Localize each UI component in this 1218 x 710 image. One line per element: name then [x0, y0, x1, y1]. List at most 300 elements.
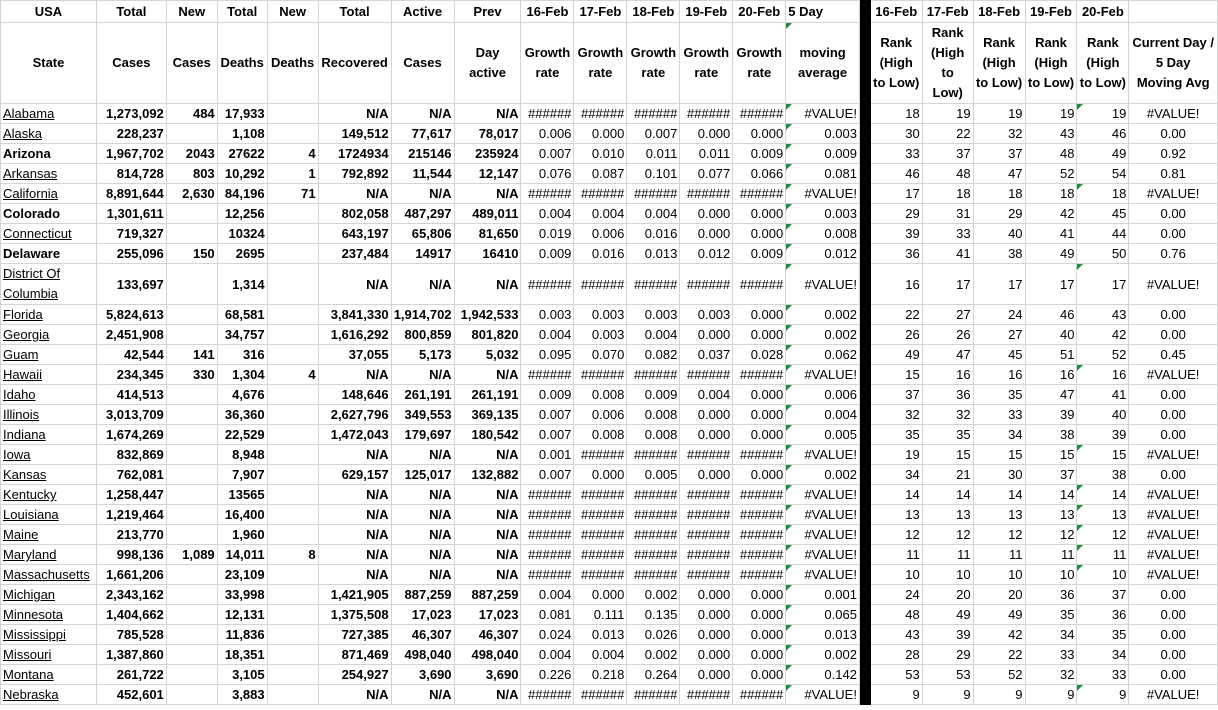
- state-name-cell[interactable]: Missouri: [1, 645, 97, 665]
- data-cell[interactable]: 0.00: [1129, 665, 1218, 685]
- data-cell[interactable]: 228,237: [96, 124, 166, 144]
- data-cell[interactable]: 11: [1077, 545, 1129, 565]
- data-cell[interactable]: 32: [1025, 665, 1077, 685]
- data-cell[interactable]: 19: [870, 445, 922, 465]
- data-cell[interactable]: 0.004: [521, 585, 574, 605]
- data-cell[interactable]: 0.00: [1129, 385, 1218, 405]
- data-cell[interactable]: 0.000: [733, 465, 786, 485]
- data-cell[interactable]: 49: [922, 605, 973, 625]
- data-cell[interactable]: 0.016: [627, 224, 680, 244]
- state-name-cell[interactable]: Connecticut: [1, 224, 97, 244]
- data-cell[interactable]: ######: [574, 545, 627, 565]
- data-cell[interactable]: [267, 264, 318, 305]
- data-cell[interactable]: 40: [1025, 325, 1077, 345]
- data-cell[interactable]: ######: [574, 264, 627, 305]
- data-cell[interactable]: 801,820: [454, 325, 521, 345]
- data-cell[interactable]: 2043: [166, 144, 217, 164]
- data-cell[interactable]: [166, 645, 217, 665]
- data-cell[interactable]: 0.011: [627, 144, 680, 164]
- data-cell[interactable]: 34: [870, 465, 922, 485]
- data-cell[interactable]: 12: [1077, 525, 1129, 545]
- data-cell[interactable]: #VALUE!: [786, 685, 860, 705]
- data-cell[interactable]: 1,301,611: [96, 204, 166, 224]
- data-cell[interactable]: 21: [922, 465, 973, 485]
- data-cell[interactable]: 12,147: [454, 164, 521, 184]
- data-cell[interactable]: 3,841,330: [318, 305, 391, 325]
- data-cell[interactable]: 42: [973, 625, 1025, 645]
- data-cell[interactable]: 0.008: [574, 385, 627, 405]
- header-cell[interactable]: 20-Feb: [733, 1, 786, 23]
- data-cell[interactable]: 15: [870, 365, 922, 385]
- data-cell[interactable]: 0.007: [521, 425, 574, 445]
- data-cell[interactable]: 29: [870, 204, 922, 224]
- data-cell[interactable]: 452,601: [96, 685, 166, 705]
- data-cell[interactable]: N/A: [318, 545, 391, 565]
- header-cell[interactable]: [1129, 1, 1218, 23]
- data-cell[interactable]: N/A: [391, 525, 454, 545]
- data-cell[interactable]: ######: [680, 545, 733, 565]
- state-name-cell[interactable]: Guam: [1, 345, 97, 365]
- data-cell[interactable]: 0.00: [1129, 224, 1218, 244]
- data-cell[interactable]: 0.000: [733, 305, 786, 325]
- data-cell[interactable]: 41: [1025, 224, 1077, 244]
- data-cell[interactable]: #VALUE!: [1129, 505, 1218, 525]
- data-cell[interactable]: 0.004: [786, 405, 860, 425]
- data-cell[interactable]: 17: [973, 264, 1025, 305]
- data-cell[interactable]: 1724934: [318, 144, 391, 164]
- data-cell[interactable]: 0.009: [627, 385, 680, 405]
- data-cell[interactable]: 132,882: [454, 465, 521, 485]
- data-cell[interactable]: 26: [922, 325, 973, 345]
- data-cell[interactable]: ######: [733, 485, 786, 505]
- data-cell[interactable]: 17: [870, 184, 922, 204]
- data-cell[interactable]: ######: [574, 445, 627, 465]
- state-name-cell[interactable]: Alabama: [1, 104, 97, 124]
- data-cell[interactable]: 13: [1025, 505, 1077, 525]
- data-cell[interactable]: 1,314: [217, 264, 267, 305]
- data-cell[interactable]: #VALUE!: [786, 104, 860, 124]
- data-cell[interactable]: 832,869: [96, 445, 166, 465]
- data-cell[interactable]: 0.001: [786, 585, 860, 605]
- state-name-cell[interactable]: Florida: [1, 305, 97, 325]
- data-cell[interactable]: 487,297: [391, 204, 454, 224]
- header-cell[interactable]: Growth rate: [574, 23, 627, 104]
- data-cell[interactable]: 0.082: [627, 345, 680, 365]
- data-cell[interactable]: 237,484: [318, 244, 391, 264]
- data-cell[interactable]: 0.004: [627, 325, 680, 345]
- data-cell[interactable]: ######: [521, 104, 574, 124]
- data-cell[interactable]: ######: [627, 184, 680, 204]
- data-cell[interactable]: 785,528: [96, 625, 166, 645]
- data-cell[interactable]: 0.00: [1129, 625, 1218, 645]
- data-cell[interactable]: 31: [922, 204, 973, 224]
- data-cell[interactable]: 17,023: [391, 605, 454, 625]
- data-cell[interactable]: 643,197: [318, 224, 391, 244]
- header-cell[interactable]: Rank (High to Low): [1077, 23, 1129, 104]
- header-cell[interactable]: Rank (High to Low): [1025, 23, 1077, 104]
- state-name-cell[interactable]: Arizona: [1, 144, 97, 164]
- data-cell[interactable]: 16410: [454, 244, 521, 264]
- data-cell[interactable]: N/A: [318, 445, 391, 465]
- data-cell[interactable]: 18: [1025, 184, 1077, 204]
- data-cell[interactable]: 0.009: [786, 144, 860, 164]
- data-cell[interactable]: 255,096: [96, 244, 166, 264]
- data-cell[interactable]: 48: [1025, 144, 1077, 164]
- data-cell[interactable]: N/A: [454, 685, 521, 705]
- data-cell[interactable]: 0.026: [627, 625, 680, 645]
- data-cell[interactable]: 12: [973, 525, 1025, 545]
- data-cell[interactable]: ######: [574, 184, 627, 204]
- data-cell[interactable]: 35: [922, 425, 973, 445]
- data-cell[interactable]: 13: [973, 505, 1025, 525]
- data-cell[interactable]: 11,836: [217, 625, 267, 645]
- state-name-cell[interactable]: Montana: [1, 665, 97, 685]
- header-cell[interactable]: Deaths: [217, 23, 267, 104]
- data-cell[interactable]: 0.000: [733, 405, 786, 425]
- data-cell[interactable]: 179,697: [391, 425, 454, 445]
- data-cell[interactable]: N/A: [454, 445, 521, 465]
- data-cell[interactable]: 35: [1025, 605, 1077, 625]
- data-cell[interactable]: 0.000: [680, 405, 733, 425]
- data-cell[interactable]: ######: [627, 505, 680, 525]
- data-cell[interactable]: 12,256: [217, 204, 267, 224]
- data-cell[interactable]: [267, 485, 318, 505]
- data-cell[interactable]: 65,806: [391, 224, 454, 244]
- data-cell[interactable]: 17: [1025, 264, 1077, 305]
- data-cell[interactable]: 42: [1077, 325, 1129, 345]
- data-cell[interactable]: 22,529: [217, 425, 267, 445]
- data-cell[interactable]: [267, 325, 318, 345]
- header-cell[interactable]: Growth rate: [521, 23, 574, 104]
- data-cell[interactable]: ######: [733, 184, 786, 204]
- data-cell[interactable]: #VALUE!: [786, 525, 860, 545]
- data-cell[interactable]: 22: [973, 645, 1025, 665]
- data-cell[interactable]: 234,345: [96, 365, 166, 385]
- data-cell[interactable]: 0.005: [786, 425, 860, 445]
- data-cell[interactable]: [166, 124, 217, 144]
- data-cell[interactable]: [166, 485, 217, 505]
- data-cell[interactable]: 0.007: [521, 465, 574, 485]
- data-cell[interactable]: 48: [870, 605, 922, 625]
- data-cell[interactable]: ######: [627, 264, 680, 305]
- data-cell[interactable]: ######: [521, 485, 574, 505]
- data-cell[interactable]: 45: [973, 345, 1025, 365]
- data-cell[interactable]: 19: [922, 104, 973, 124]
- data-cell[interactable]: 1,219,464: [96, 505, 166, 525]
- data-cell[interactable]: 48: [922, 164, 973, 184]
- data-cell[interactable]: 46: [1077, 124, 1129, 144]
- data-cell[interactable]: 0.004: [521, 645, 574, 665]
- data-cell[interactable]: 0.006: [786, 385, 860, 405]
- data-cell[interactable]: 0.000: [680, 645, 733, 665]
- data-cell[interactable]: ######: [680, 264, 733, 305]
- data-cell[interactable]: [267, 305, 318, 325]
- data-cell[interactable]: 0.037: [680, 345, 733, 365]
- header-cell[interactable]: 5 Day: [786, 1, 860, 23]
- data-cell[interactable]: 0.002: [627, 585, 680, 605]
- data-cell[interactable]: 15: [1025, 445, 1077, 465]
- data-cell[interactable]: 0.007: [521, 405, 574, 425]
- data-cell[interactable]: 20: [922, 585, 973, 605]
- data-cell[interactable]: 0.000: [733, 224, 786, 244]
- data-cell[interactable]: 10: [1077, 565, 1129, 585]
- data-cell[interactable]: 38: [1025, 425, 1077, 445]
- data-cell[interactable]: 5,032: [454, 345, 521, 365]
- header-cell[interactable]: Total: [217, 1, 267, 23]
- data-cell[interactable]: 0.076: [521, 164, 574, 184]
- data-cell[interactable]: ######: [680, 685, 733, 705]
- data-cell[interactable]: 16: [922, 365, 973, 385]
- data-cell[interactable]: 0.003: [574, 305, 627, 325]
- data-cell[interactable]: 11: [922, 545, 973, 565]
- data-cell[interactable]: 0.00: [1129, 645, 1218, 665]
- data-cell[interactable]: 0.009: [521, 385, 574, 405]
- header-cell[interactable]: 19-Feb: [1025, 1, 1077, 23]
- state-name-cell[interactable]: Michigan: [1, 585, 97, 605]
- header-cell[interactable]: Day active: [454, 23, 521, 104]
- data-cell[interactable]: 4: [267, 365, 318, 385]
- data-cell[interactable]: 37: [922, 144, 973, 164]
- data-cell[interactable]: 0.002: [786, 325, 860, 345]
- data-cell[interactable]: 1: [267, 164, 318, 184]
- data-cell[interactable]: N/A: [391, 505, 454, 525]
- data-cell[interactable]: 10: [973, 565, 1025, 585]
- data-cell[interactable]: 0.142: [786, 665, 860, 685]
- data-cell[interactable]: 349,553: [391, 405, 454, 425]
- data-cell[interactable]: [166, 425, 217, 445]
- data-cell[interactable]: 498,040: [391, 645, 454, 665]
- data-cell[interactable]: 34,757: [217, 325, 267, 345]
- data-cell[interactable]: 0.070: [574, 345, 627, 365]
- data-cell[interactable]: 0.008: [627, 425, 680, 445]
- data-cell[interactable]: 498,040: [454, 645, 521, 665]
- data-cell[interactable]: 40: [973, 224, 1025, 244]
- header-cell[interactable]: Rank (High to Low): [870, 23, 922, 104]
- header-cell[interactable]: 18-Feb: [627, 1, 680, 23]
- data-cell[interactable]: 484: [166, 104, 217, 124]
- data-cell[interactable]: 49: [1025, 244, 1077, 264]
- data-cell[interactable]: ######: [574, 685, 627, 705]
- data-cell[interactable]: ######: [574, 485, 627, 505]
- data-cell[interactable]: 17: [922, 264, 973, 305]
- data-cell[interactable]: 12: [922, 525, 973, 545]
- data-cell[interactable]: 16: [870, 264, 922, 305]
- data-cell[interactable]: 29: [922, 645, 973, 665]
- data-cell[interactable]: 28: [870, 645, 922, 665]
- data-cell[interactable]: 261,191: [391, 385, 454, 405]
- data-cell[interactable]: 33: [1025, 645, 1077, 665]
- data-cell[interactable]: 0.004: [574, 645, 627, 665]
- header-cell[interactable]: New: [267, 1, 318, 23]
- data-cell[interactable]: N/A: [391, 545, 454, 565]
- state-name-cell[interactable]: Minnesota: [1, 605, 97, 625]
- data-cell[interactable]: 0.000: [680, 124, 733, 144]
- data-cell[interactable]: N/A: [318, 264, 391, 305]
- data-cell[interactable]: [166, 264, 217, 305]
- data-cell[interactable]: [267, 224, 318, 244]
- data-cell[interactable]: 43: [1025, 124, 1077, 144]
- data-cell[interactable]: 5,824,613: [96, 305, 166, 325]
- data-cell[interactable]: 37: [870, 385, 922, 405]
- data-cell[interactable]: 0.008: [786, 224, 860, 244]
- data-cell[interactable]: 36: [870, 244, 922, 264]
- data-cell[interactable]: 52: [1025, 164, 1077, 184]
- data-cell[interactable]: 213,770: [96, 525, 166, 545]
- data-cell[interactable]: 0.007: [627, 124, 680, 144]
- data-cell[interactable]: 3,690: [391, 665, 454, 685]
- data-cell[interactable]: N/A: [318, 104, 391, 124]
- data-cell[interactable]: 39: [1077, 425, 1129, 445]
- data-cell[interactable]: [166, 405, 217, 425]
- data-cell[interactable]: 18: [973, 184, 1025, 204]
- data-cell[interactable]: 800,859: [391, 325, 454, 345]
- data-cell[interactable]: 0.000: [733, 605, 786, 625]
- data-cell[interactable]: 0.000: [680, 625, 733, 645]
- data-cell[interactable]: 0.00: [1129, 425, 1218, 445]
- data-cell[interactable]: ######: [733, 545, 786, 565]
- data-cell[interactable]: N/A: [454, 565, 521, 585]
- state-name-cell[interactable]: Maine: [1, 525, 97, 545]
- data-cell[interactable]: 13565: [217, 485, 267, 505]
- header-cell[interactable]: moving average: [786, 23, 860, 104]
- data-cell[interactable]: [166, 665, 217, 685]
- data-cell[interactable]: ######: [733, 264, 786, 305]
- state-name-cell[interactable]: Massachusetts: [1, 565, 97, 585]
- data-cell[interactable]: 26: [870, 325, 922, 345]
- data-cell[interactable]: N/A: [318, 365, 391, 385]
- data-cell[interactable]: 0.101: [627, 164, 680, 184]
- data-cell[interactable]: 49: [973, 605, 1025, 625]
- state-name-cell[interactable]: Arkansas: [1, 164, 97, 184]
- data-cell[interactable]: 0.135: [627, 605, 680, 625]
- data-cell[interactable]: 41: [1077, 385, 1129, 405]
- data-cell[interactable]: 10: [922, 565, 973, 585]
- data-cell[interactable]: 0.012: [786, 244, 860, 264]
- data-cell[interactable]: 1,273,092: [96, 104, 166, 124]
- data-cell[interactable]: [166, 224, 217, 244]
- data-cell[interactable]: N/A: [391, 264, 454, 305]
- data-cell[interactable]: [267, 585, 318, 605]
- data-cell[interactable]: 9: [922, 685, 973, 705]
- data-cell[interactable]: 0.226: [521, 665, 574, 685]
- data-cell[interactable]: 14: [1077, 485, 1129, 505]
- data-cell[interactable]: 52: [1077, 345, 1129, 365]
- data-cell[interactable]: 42,544: [96, 345, 166, 365]
- data-cell[interactable]: 24: [870, 585, 922, 605]
- data-cell[interactable]: 2,630: [166, 184, 217, 204]
- data-cell[interactable]: 0.066: [733, 164, 786, 184]
- data-cell[interactable]: 9: [870, 685, 922, 705]
- data-cell[interactable]: 47: [922, 345, 973, 365]
- data-cell[interactable]: 14917: [391, 244, 454, 264]
- data-cell[interactable]: [166, 525, 217, 545]
- data-cell[interactable]: [166, 585, 217, 605]
- data-cell[interactable]: 11: [870, 545, 922, 565]
- data-cell[interactable]: [166, 565, 217, 585]
- data-cell[interactable]: #VALUE!: [786, 485, 860, 505]
- data-cell[interactable]: 18,351: [217, 645, 267, 665]
- data-cell[interactable]: 16,400: [217, 505, 267, 525]
- data-cell[interactable]: 12: [870, 525, 922, 545]
- data-cell[interactable]: [267, 345, 318, 365]
- data-cell[interactable]: 0.013: [786, 625, 860, 645]
- data-cell[interactable]: ######: [627, 104, 680, 124]
- data-cell[interactable]: 14: [973, 485, 1025, 505]
- data-cell[interactable]: 53: [870, 665, 922, 685]
- data-cell[interactable]: 3,883: [217, 685, 267, 705]
- data-cell[interactable]: 0.028: [733, 345, 786, 365]
- header-cell[interactable]: USA: [1, 1, 97, 23]
- data-cell[interactable]: [267, 104, 318, 124]
- data-cell[interactable]: 32: [973, 124, 1025, 144]
- data-cell[interactable]: ######: [521, 184, 574, 204]
- data-cell[interactable]: 0.00: [1129, 605, 1218, 625]
- data-cell[interactable]: [166, 305, 217, 325]
- data-cell[interactable]: 40: [1077, 405, 1129, 425]
- data-cell[interactable]: 14: [922, 485, 973, 505]
- data-cell[interactable]: 11,544: [391, 164, 454, 184]
- data-cell[interactable]: 0.081: [786, 164, 860, 184]
- data-cell[interactable]: 14: [1025, 485, 1077, 505]
- data-cell[interactable]: #VALUE!: [786, 505, 860, 525]
- data-cell[interactable]: 719,327: [96, 224, 166, 244]
- data-cell[interactable]: 36: [1025, 585, 1077, 605]
- data-cell[interactable]: 34: [1077, 645, 1129, 665]
- state-name-cell[interactable]: Hawaii: [1, 365, 97, 385]
- data-cell[interactable]: [267, 425, 318, 445]
- data-cell[interactable]: ######: [521, 545, 574, 565]
- data-cell[interactable]: 27622: [217, 144, 267, 164]
- state-name-cell[interactable]: California: [1, 184, 97, 204]
- data-cell[interactable]: 36: [1077, 605, 1129, 625]
- data-cell[interactable]: #VALUE!: [1129, 545, 1218, 565]
- data-cell[interactable]: ######: [680, 565, 733, 585]
- data-cell[interactable]: 125,017: [391, 465, 454, 485]
- data-cell[interactable]: 53: [922, 665, 973, 685]
- data-cell[interactable]: [267, 244, 318, 264]
- data-cell[interactable]: ######: [627, 445, 680, 465]
- data-cell[interactable]: N/A: [318, 184, 391, 204]
- data-cell[interactable]: 1,108: [217, 124, 267, 144]
- state-name-cell[interactable]: Indiana: [1, 425, 97, 445]
- data-cell[interactable]: 727,385: [318, 625, 391, 645]
- data-cell[interactable]: 10,292: [217, 164, 267, 184]
- header-cell[interactable]: Growth rate: [627, 23, 680, 104]
- data-cell[interactable]: ######: [574, 505, 627, 525]
- data-cell[interactable]: 47: [1025, 385, 1077, 405]
- data-cell[interactable]: 2695: [217, 244, 267, 264]
- data-cell[interactable]: 16: [1077, 365, 1129, 385]
- data-cell[interactable]: 14,011: [217, 545, 267, 565]
- data-cell[interactable]: ######: [733, 525, 786, 545]
- data-cell[interactable]: 18: [1077, 184, 1129, 204]
- data-cell[interactable]: [267, 645, 318, 665]
- data-cell[interactable]: 32: [922, 405, 973, 425]
- data-cell[interactable]: 15: [1077, 445, 1129, 465]
- data-cell[interactable]: 17: [1077, 264, 1129, 305]
- header-cell[interactable]: Prev: [454, 1, 521, 23]
- data-cell[interactable]: 0.00: [1129, 124, 1218, 144]
- data-cell[interactable]: 0.000: [680, 425, 733, 445]
- data-cell[interactable]: 24: [973, 305, 1025, 325]
- data-cell[interactable]: 0.009: [521, 244, 574, 264]
- data-cell[interactable]: 77,617: [391, 124, 454, 144]
- data-cell[interactable]: 37: [973, 144, 1025, 164]
- data-cell[interactable]: 20: [973, 585, 1025, 605]
- data-cell[interactable]: #VALUE!: [1129, 184, 1218, 204]
- data-cell[interactable]: [267, 625, 318, 645]
- data-cell[interactable]: 38: [973, 244, 1025, 264]
